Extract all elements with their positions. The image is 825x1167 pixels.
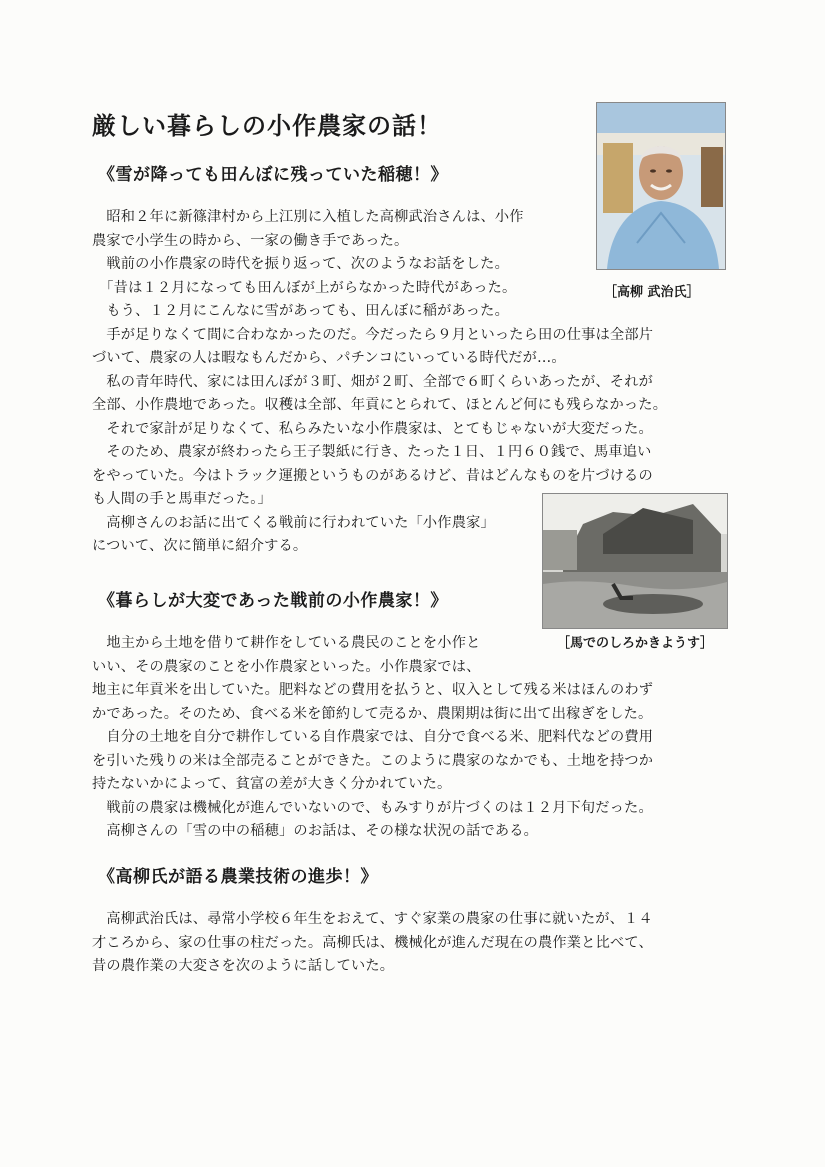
text-line: 昭和２年に新篠津村から上江別に入植した高柳武治さんは、小作 bbox=[92, 209, 524, 225]
text-line: 才ころから、家の仕事の柱だった。高柳氏は、機械化が進んだ現在の農作業と比べて、 bbox=[92, 934, 653, 951]
text-line: づいて、農家の人は暇なもんだから、パチンコにいっている時代だが…。 bbox=[92, 350, 566, 366]
section-2-text bbox=[92, 632, 653, 844]
text-line: 戦前の小作農家の時代を振り返って、次のようなお話をした。 bbox=[92, 256, 509, 272]
text-line: をやっていた。今はトラック運搬というものがあるけど、昔はどんなものを片づけるの bbox=[92, 467, 653, 484]
text-line: について、次に簡単に紹介する。 bbox=[92, 538, 308, 554]
text-line: 高柳さんのお話に出てくる戦前に行われていた「小作農家」 bbox=[92, 514, 495, 531]
horse-caption: ［馬でのしろかきようす］ bbox=[557, 636, 714, 651]
text-line: 「昔は１２月になっても田んぼが上がらなかった時代があった。 bbox=[92, 279, 517, 296]
text-line: 持たないかによって、貧富の差が大きく分かれていた。 bbox=[92, 776, 452, 792]
text-line: 戦前の農家は機械化が進んでいないので、もみすりが片づくのは１２月下旬だった。 bbox=[92, 799, 653, 816]
text-line: 全部、小作農地であった。収穫は全部、年貢にとられて、ほとんど何にも残らなかった。 bbox=[92, 397, 668, 413]
text-line: いい、その農家のことを小作農家といった。小作農家では、 bbox=[92, 658, 481, 675]
page-title: 厳しい暮らしの小作農家の話！ bbox=[92, 112, 442, 140]
text-line: それで家計が足りなくて、私らみたいな小作農家は、とてもじゃないが大変だった。 bbox=[92, 420, 653, 437]
section-heading-2: 《暮らしが大変であった戦前の小作農家！》 bbox=[98, 591, 448, 611]
text-line: 手が足りなくて間に合わなかったのだ。今だったら９月といったら田の仕事は全部片 bbox=[92, 326, 654, 343]
text-line: 自分の土地を自分で耕作している自作農家では、自分で食べる米、肥料代などの費用 bbox=[92, 729, 654, 745]
text-line: 高柳武治氏は、尋常小学校６年生をおえて、すぐ家業の農家の仕事に就いたが、１４ bbox=[92, 911, 653, 927]
section-heading-3: 《高柳氏が語る農業技術の進歩！》 bbox=[98, 867, 378, 887]
text-line: かであった。そのため、食べる米を節約して売るか、農閑期は街に出て出稼ぎをした。 bbox=[92, 705, 653, 722]
text-line: 地主から土地を借りて耕作をしている農民のことを小作と bbox=[92, 635, 481, 651]
text-line: 私の青年時代、家には田んぼが３町、畑が２町、全部で６町くらいあったが、それが bbox=[92, 373, 653, 390]
section-heading-1: 《雪が降っても田んぼに残っていた稲穂！》 bbox=[98, 165, 448, 185]
portrait-caption: ［高柳 武治氏］ bbox=[604, 285, 700, 300]
text-line: もう、１２月にこんなに雪があっても、田んぼに稲があった。 bbox=[92, 303, 509, 319]
section-3-text bbox=[92, 908, 653, 979]
text-line: も人間の手と馬車だった。」 bbox=[92, 491, 272, 507]
horse-photo bbox=[542, 493, 728, 629]
horse-image bbox=[543, 494, 727, 628]
text-line: そのため、農家が終わったら王子製紙に行き、たった１日、１円６０銭で、馬車追い bbox=[92, 444, 652, 460]
text-line: 高柳さんの「雪の中の稲穂」のお話は、その様な状況の話である。 bbox=[92, 823, 539, 839]
text-line: 農家で小学生の時から、一家の働き手であった。 bbox=[92, 232, 409, 249]
text-line: 昔の農作業の大変さを次のように話していた。 bbox=[92, 958, 395, 974]
text-line: を引いた残りの米は全部売ることができた。このように農家のなかでも、土地を持つか bbox=[92, 752, 654, 769]
text-line: 地主に年貢米を出していた。肥料などの費用を払うと、収入として残る米はほんのわず bbox=[92, 682, 654, 698]
